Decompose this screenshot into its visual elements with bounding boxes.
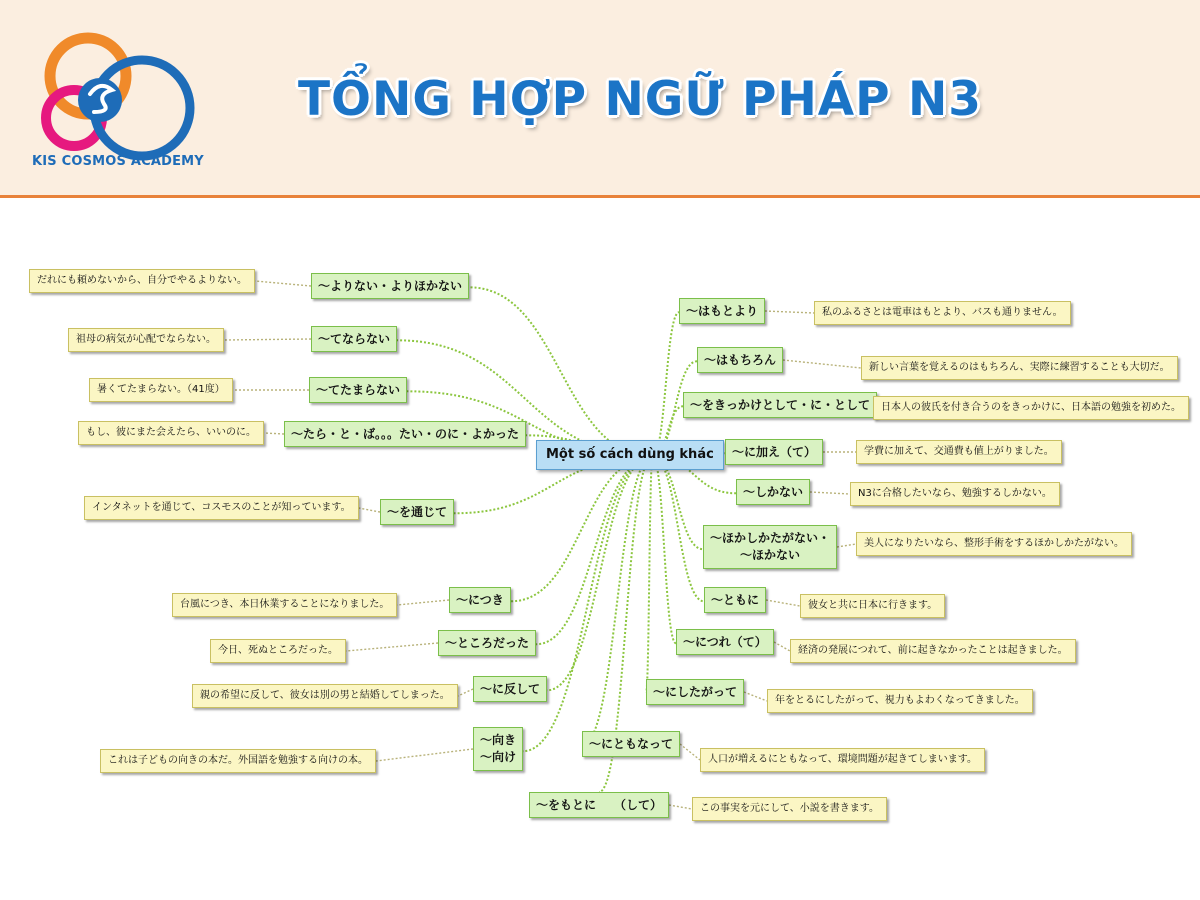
branch-connector bbox=[523, 457, 653, 752]
example-note: 祖母の病気が心配でならない。 bbox=[68, 328, 224, 352]
example-connector bbox=[376, 749, 473, 761]
branch-connector bbox=[653, 457, 703, 550]
example-connector bbox=[669, 805, 692, 809]
grammar-node bbox=[473, 727, 523, 771]
branch-connector bbox=[582, 457, 653, 746]
example-connector bbox=[359, 508, 380, 512]
example-note: N3に合格したいなら、勉強するしかない。 bbox=[850, 482, 1060, 506]
example-note: 親の希望に反して、彼女は別の男と結婚してしまった。 bbox=[192, 684, 458, 708]
grammar-node: 〜をきっかけとして・に・として bbox=[683, 392, 877, 418]
example-note: これは子どもの向きの本だ。外国語を勉強する向けの本。 bbox=[100, 749, 376, 773]
grammar-node: 〜にしたがって bbox=[646, 679, 744, 705]
grammar-node: 〜にともなって bbox=[582, 731, 680, 757]
grammar-node: 〜しかない bbox=[736, 479, 810, 505]
example-note: 美人になりたいなら、整形手術をするほかしかたがない。 bbox=[856, 532, 1132, 556]
page-title: TỔNG HỢP NGỮ PHÁP N3 bbox=[297, 72, 983, 127]
example-note: 彼女と共に日本に行きます。 bbox=[800, 594, 945, 618]
grammar-node: 〜よりない・よりほかない bbox=[311, 273, 469, 299]
grammar-line: 〜ほかしかたがない・ bbox=[710, 531, 831, 545]
branch-connector bbox=[653, 457, 704, 602]
example-note: この事実を元にして、小説を書きます。 bbox=[692, 797, 887, 821]
grammar-line: 〜向け bbox=[480, 750, 517, 764]
grammar-node: 〜はもとより bbox=[679, 298, 765, 324]
branch-connector bbox=[511, 457, 653, 602]
grammar-node: 〜につき bbox=[449, 587, 511, 613]
grammar-node bbox=[703, 525, 837, 569]
grammar-node: 〜はもちろん bbox=[697, 347, 783, 373]
grammar-node: 〜てたまらない bbox=[309, 377, 407, 403]
grammar-node: 〜に加え（て） bbox=[725, 439, 823, 465]
example-connector bbox=[255, 281, 311, 286]
grammar-node: 〜てならない bbox=[311, 326, 397, 352]
grammar-node: 〜たら・と・ば。。。たい・のに・よかった bbox=[284, 421, 526, 447]
example-note: もし、彼にまた会えたら、いいのに。 bbox=[78, 421, 264, 445]
grammar-line: 〜向き bbox=[480, 733, 517, 747]
branch-connector bbox=[653, 312, 679, 456]
grammar-node: 〜をもとに （して） bbox=[529, 792, 669, 818]
example-connector bbox=[810, 492, 850, 494]
example-connector bbox=[766, 600, 800, 606]
example-note: 台風につき、本日休業することになりました。 bbox=[172, 593, 397, 617]
grammar-node: 〜につれ（て） bbox=[676, 629, 774, 655]
grammar-line: 〜ほかない bbox=[740, 548, 801, 562]
example-connector bbox=[783, 360, 861, 368]
branch-connector bbox=[547, 457, 653, 691]
example-connector bbox=[346, 643, 438, 651]
example-note: インタネットを通じて、コスモスのことが知っています。 bbox=[84, 496, 359, 520]
grammar-node: 〜ともに bbox=[704, 587, 766, 613]
example-connector bbox=[397, 600, 449, 605]
example-note: 暑くてたまらない。（41度） bbox=[89, 378, 233, 402]
example-connector bbox=[774, 642, 790, 651]
example-note: 人口が増えるにともなって、環境問題が起きてしまいます。 bbox=[700, 748, 985, 772]
logo-text: KIS COSMOS ACADEMY bbox=[32, 154, 204, 169]
mindmap-center-topic: Một số cách dùng khác bbox=[536, 440, 724, 470]
example-note: 今日、死ぬところだった。 bbox=[210, 639, 346, 663]
grammar-node: 〜に反して bbox=[473, 676, 547, 702]
grammar-node: 〜を通じて bbox=[380, 499, 454, 525]
example-note: 年をとるにしたがって、視力もよわくなってきました。 bbox=[767, 689, 1033, 713]
example-note: 経済の発展につれて、前に起きなかったことは起きました。 bbox=[790, 639, 1076, 663]
example-connector bbox=[744, 692, 767, 701]
example-connector bbox=[837, 544, 856, 547]
example-note: 日本人の彼氏を付き合うのをきっかけに、日本語の勉強を初めた。 bbox=[873, 396, 1189, 420]
grammar-node: 〜ところだった bbox=[438, 630, 536, 656]
example-connector bbox=[765, 311, 814, 313]
example-connector bbox=[458, 689, 473, 696]
example-note: だれにも頼めないから、自分でやるよりない。 bbox=[29, 269, 255, 293]
example-connector bbox=[264, 433, 284, 434]
example-note: 学費に加えて、交通費も値上がりました。 bbox=[856, 440, 1062, 464]
branch-connector bbox=[646, 457, 653, 694]
example-connector bbox=[224, 339, 311, 340]
example-connector bbox=[680, 744, 700, 760]
example-note: 新しい言葉を覚えるのはもちろん、実際に練習することも大切だ。 bbox=[861, 356, 1178, 380]
example-note: 私のふるさとは電車はもとより、バスも通りません。 bbox=[814, 301, 1071, 325]
